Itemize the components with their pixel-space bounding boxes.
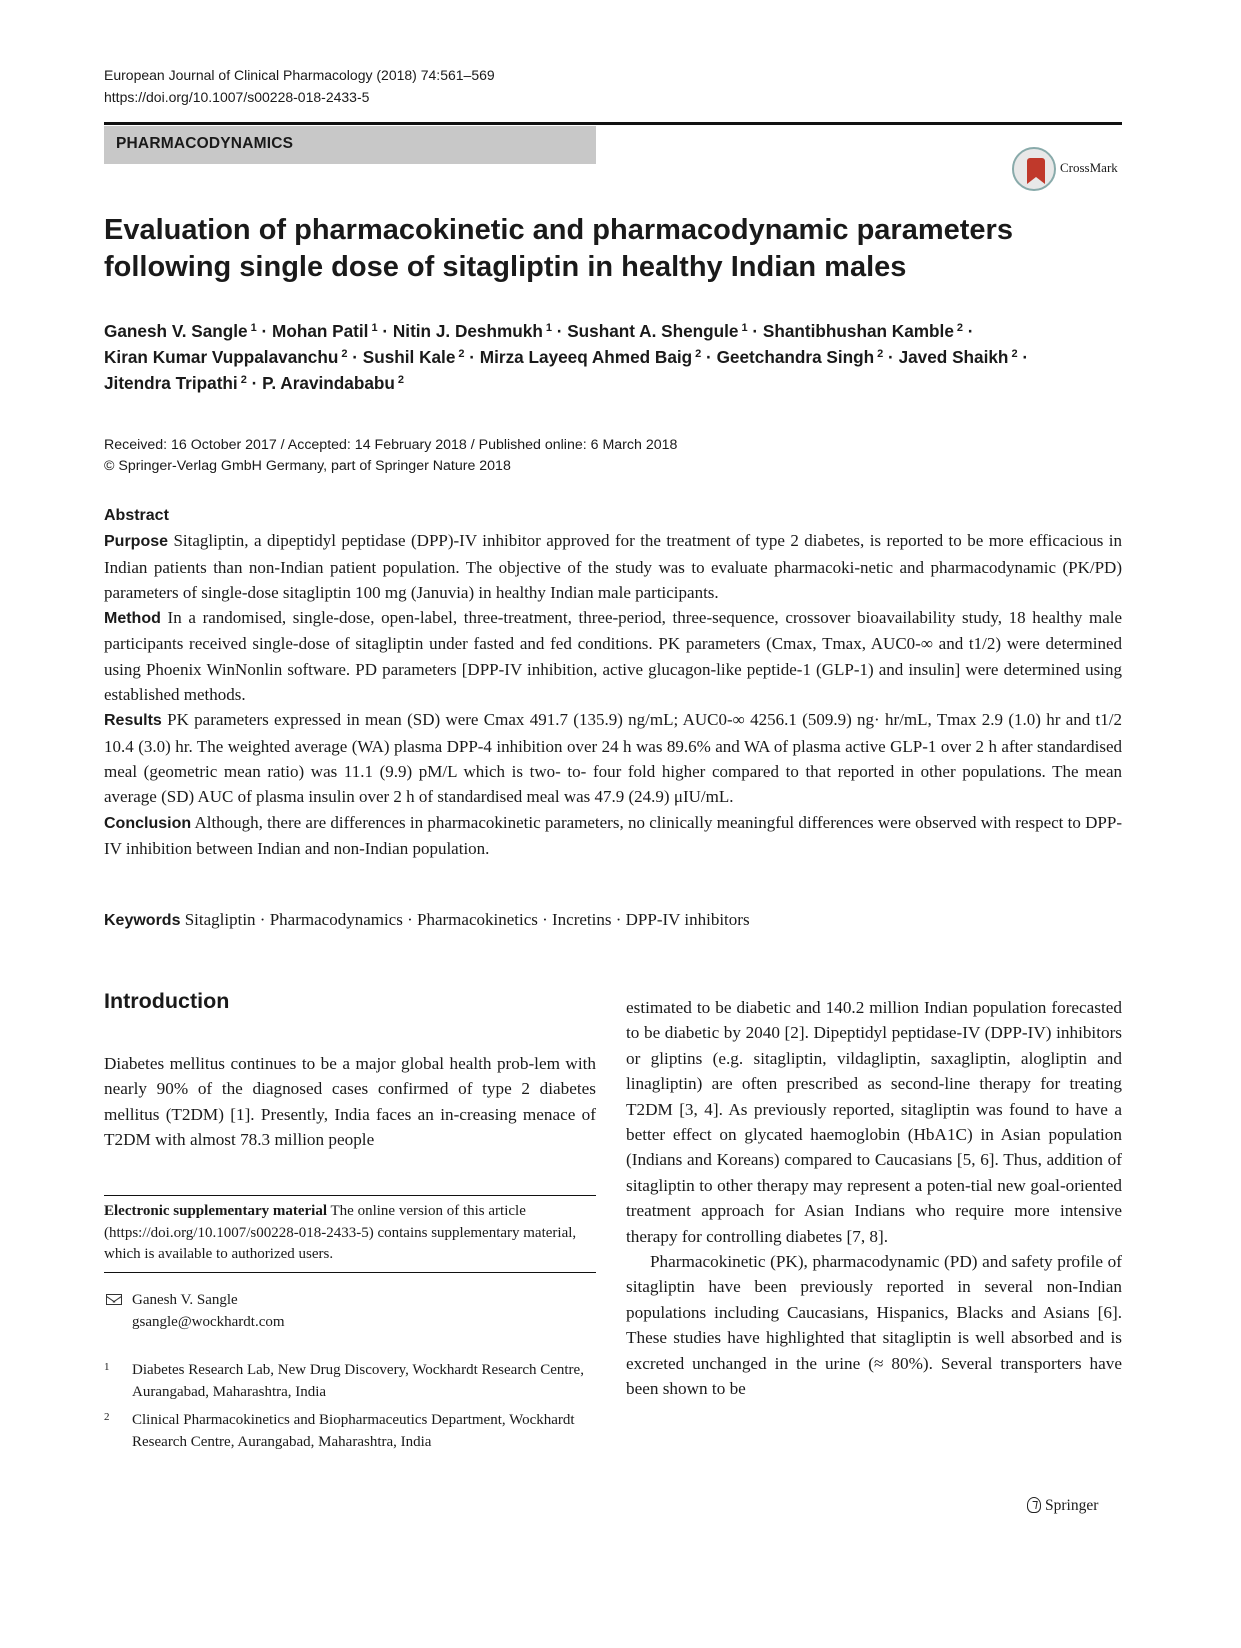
- abstract-method: Method In a randomised, single-dose, open-label, three-treatment, three-period, three-sequence, crossover bioavailability study, 18 healthy male participants received single-dose of sitagliptin under fasted and fed conditions. PK parameters (Cmax, Tmax, AUC0-∞ and t1/2) were determined using Phoenix WinNonlin software. PD parameters [DPP-IV inhibition, active glucagon-like peptide-1 (GLP-1) and insulin] were determined using established methods.: [104, 608, 1123, 705]
- journal-citation: [104, 64, 495, 108]
- contact-email[interactable]: gsangle@wockhardt.com: [132, 1313, 285, 1330]
- publisher-logo: [1027, 1497, 1098, 1515]
- intro-right-column: [626, 995, 1122, 1402]
- keywords: [104, 908, 1122, 933]
- author-list: Ganesh V. Sangle $^1$ · Mohan Patil $^1$ · Nitin J. Deshmukh $^1$ · Sushant A. Shengule $^1$ · Shantibhushan Kamble $^2$ · Kiran Kumar Vuppalavanchu $^2$ · Sushil Kale $^2$ · Mirza Layeeq Ahmed Baig $^2$ · Geetchandra Singh $^2$ · Javed Shaikh $^2$ · Jitendra Tripathi $^2$ · P. Aravindababu $^2$: [104, 321, 1029, 393]
- author[interactable]: Jitendra Tripathi $^2$: [104, 373, 247, 393]
- author[interactable]: Mirza Layeeq Ahmed Baig $^2$: [479, 347, 702, 367]
- intro-left-column: Diabetes mellitus continues to be a major global health prob-lem with nearly 90% of the diagnosed cases confirmed of type 2 diabetes mellitus (T2DM) [1]. Presently, India faces an in-creasing menace of T2DM with almost 78.3 million people: [104, 1054, 596, 1150]
- affiliation: 2 Clinical Pharmacokinetics and Biopharmaceutics Department, Wockhardt Research Centre, Aurangabad, Maharashtra, India: [104, 1411, 575, 1450]
- section-banner: [104, 126, 596, 164]
- doi-link[interactable]: https://doi.org/10.1007/s00228-018-2433-5: [104, 89, 370, 105]
- abstract-purpose: Purpose Sitagliptin, a dipeptidyl peptidase (DPP)-IV inhibitor approved for the treatment of type 2 diabetes, is reported to be more efficacious in Indian patients than non-Indian patient population. The objective of the study was to evaluate pharmacoki-netic and pharmacodynamic (PK/PD) parameters of single-dose sitagliptin 100 mg (Januvia) in healthy Indian male participants.: [104, 531, 1122, 602]
- esm-label: Electronic supplementary material: [104, 1203, 328, 1219]
- supplementary-note: [104, 1201, 596, 1266]
- author[interactable]: Javed Shaikh $^2$: [898, 347, 1018, 367]
- dates-line: Received: 16 October 2017 / Accepted: 14 February 2018 / Published online: 6 March 2018: [104, 437, 678, 453]
- affiliation: 1 Diabetes Research Lab, New Drug Discovery, Wockhardt Research Centre, Aurangabad, Maharashtra, India: [104, 1361, 584, 1400]
- keywords-label: Keywords: [104, 912, 181, 929]
- contact-name: Ganesh V. Sangle: [132, 1292, 238, 1308]
- author[interactable]: P. Aravindababu $^2$: [262, 373, 405, 393]
- abstract-heading: Abstract: [104, 507, 169, 524]
- author[interactable]: Kiran Kumar Vuppalavanchu $^2$: [104, 347, 348, 367]
- keywords-list: Sitagliptin · Pharmacodynamics · Pharmacokinetics · Incretins · DPP-IV inhibitors: [184, 910, 750, 929]
- introduction-heading: Introduction: [104, 989, 230, 1013]
- crossmark-badge[interactable]: [1012, 147, 1120, 197]
- copyright-line: © Springer-Verlag GmbH Germany, part of Springer Nature 2018: [104, 458, 511, 474]
- article-title: Evaluation of pharmacokinetic and pharmacodynamic parameters following single dose of sitagliptin in healthy Indian males: [104, 214, 1013, 283]
- envelope-icon: [106, 1294, 122, 1305]
- author[interactable]: Sushant A. Shengule $^1$: [567, 321, 748, 341]
- author[interactable]: Sushil Kale $^2$: [362, 347, 465, 367]
- intro-paragraph: estimated to be diabetic and 140.2 million Indian population forecasted to be diabetic by 2040 [2]. Dipeptidyl peptidase-IV (DPP-IV) inhibitors or gliptins (e.g. sitagliptin, vildagliptin, saxagliptin, alogliptin and linagliptin) are often prescribed as second-line therapy for treating T2DM [3, 4]. As previously reported, sitagliptin was found to have a better effect on glycated haemoglobin (HbA1C) in Asian population (Indians and Koreans) compared to Caucasians [5, 6]. Thus, addition of sitagliptin to other therapy may represent a poten-tial new goal-oriented treatment approach for Asian Indians who require more intensive therapy for controlling diabetes [7, 8].: [626, 998, 1122, 1246]
- author[interactable]: Mohan Patil $^1$: [272, 321, 378, 341]
- abstract: [104, 503, 1122, 861]
- footnote-rule: [104, 1272, 596, 1273]
- crossmark-icon: [1012, 147, 1056, 191]
- section-label: PHARMACODYNAMICS: [116, 135, 294, 152]
- springer-horse-icon: [1027, 1497, 1041, 1513]
- esm-text: The online version of this article (https://doi.org/10.1007/s00228-018-2433-5) contains supplementary material, which is available to authorized users.: [104, 1203, 577, 1262]
- footnote-rule: [104, 1195, 596, 1196]
- header-rule: [104, 122, 1122, 125]
- author[interactable]: Shantibhushan Kamble $^2$: [762, 321, 964, 341]
- author[interactable]: Nitin J. Deshmukh $^1$: [392, 321, 552, 341]
- abstract-conclusion: Conclusion Although, there are differences in pharmacokinetic parameters, no clinically meaningful differences were observed with respect to DPP-IV inhibition between Indian and non-Indian population.: [104, 812, 1122, 858]
- intro-paragraph: Pharmacokinetic (PK), pharmacodynamic (PD) and safety profile of sitagliptin have been previously reported in several non-Indian populations including Caucasians, Hispanics, Blacks and Asians [6]. These studies have highlighted that sitagliptin is well absorbed and is excreted unchanged in the urine (≈ 80%). Several transporters have been shown to be: [626, 1252, 1122, 1399]
- author[interactable]: Ganesh V. Sangle $^1$: [104, 321, 257, 341]
- publisher-name: Springer: [1045, 1497, 1099, 1514]
- publication-dates: [104, 435, 1104, 477]
- journal-line: European Journal of Clinical Pharmacology (2018) 74:561–569: [104, 67, 495, 83]
- crossmark-label: CrossMark: [1060, 160, 1118, 175]
- abstract-results: Results PK parameters expressed in mean (SD) were Cmax 491.7 (135.9) ng/mL; AUC0-∞ 4256.1 (509.9) ng· hr/mL, Tmax 2.9 (1.0) hr and t1/2 10.4 (3.0) hr. The weighted average (WA) plasma DPP-4 inhibition over 24 h was 89.6% and WA of plasma active GLP-1 over 2 h after standardised meal (geometric mean ratio) was 11.1 (9.9) pM/L which is two- to- four fold higher compared to that reported in other populations. The mean average (SD) AUC of plasma insulin over 2 h of standardised meal was 47.9 (24.9) μIU/mL.: [104, 710, 1123, 807]
- author[interactable]: Geetchandra Singh $^2$: [716, 347, 884, 367]
- corresponding-author: [104, 1290, 596, 1333]
